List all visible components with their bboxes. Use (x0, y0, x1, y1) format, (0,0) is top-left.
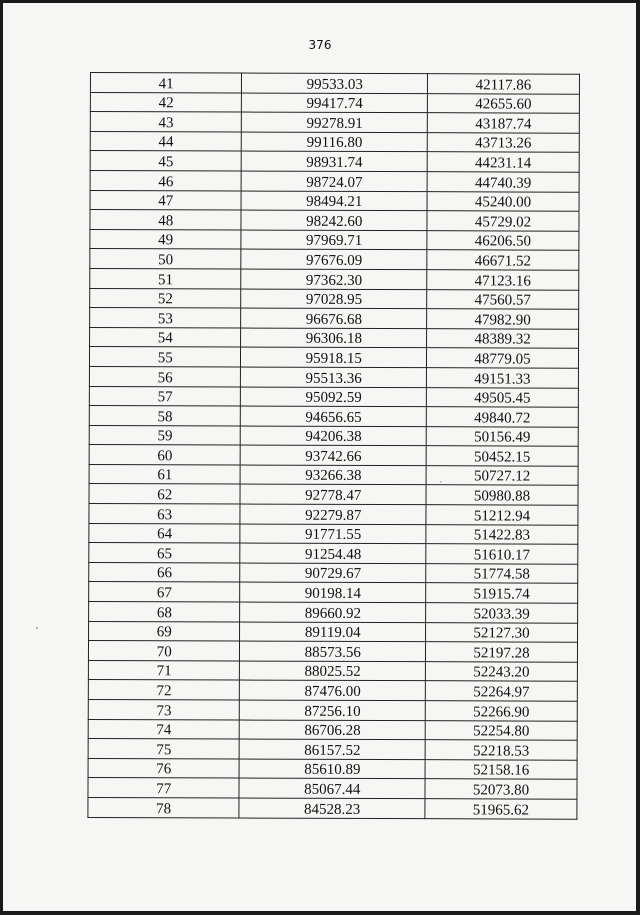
value-x-cell: 88025.52 (240, 661, 426, 681)
table-row (90, 73, 579, 94)
value-x-cell: 94656.65 (241, 406, 427, 426)
value-y-cell: 51915.74 (426, 583, 578, 603)
page-edge-top (0, 0, 640, 3)
value-y-cell: 52033.39 (426, 603, 578, 623)
value-y-cell: 42117.86 (427, 74, 579, 94)
value-y-cell: 52254.80 (425, 720, 577, 740)
row-number-cell: 45 (90, 151, 242, 171)
row-number-cell: 59 (89, 425, 241, 445)
table-row (89, 425, 578, 446)
row-number-cell: 73 (88, 699, 240, 719)
table-row (90, 190, 579, 211)
row-number-cell: 72 (88, 680, 240, 700)
row-number-cell: 54 (90, 327, 242, 347)
row-number-cell: 43 (90, 112, 242, 132)
table-row (90, 308, 579, 329)
table-row (90, 131, 579, 152)
value-y-cell: 51774.58 (426, 564, 578, 584)
value-y-cell: 48779.05 (427, 348, 579, 368)
row-number-cell: 67 (89, 582, 241, 602)
row-number-cell: 64 (89, 523, 241, 543)
table-row (88, 660, 577, 681)
value-y-cell: 52264.97 (425, 681, 577, 701)
value-y-cell: 50727.12 (426, 466, 578, 486)
value-x-cell: 96676.68 (241, 308, 427, 328)
row-number-cell: 50 (90, 249, 242, 269)
value-y-cell: 52158.16 (425, 759, 577, 779)
row-number-cell: 49 (90, 229, 242, 249)
row-number-cell: 76 (88, 758, 240, 778)
value-x-cell: 97362.30 (241, 269, 427, 289)
table-row (88, 680, 577, 701)
value-x-cell: 85610.89 (240, 759, 426, 779)
value-x-cell: 87256.10 (240, 700, 426, 720)
row-number-cell: 47 (90, 190, 242, 210)
value-x-cell: 89660.92 (240, 602, 426, 622)
scan-speck (36, 627, 38, 629)
table-row (88, 778, 577, 799)
table-row (88, 739, 577, 760)
table-row (89, 366, 578, 387)
value-x-cell: 92778.47 (240, 484, 426, 504)
table-row (88, 699, 577, 720)
value-y-cell: 51212.94 (426, 505, 578, 525)
row-number-cell: 78 (88, 797, 240, 817)
row-number-cell: 75 (88, 739, 240, 759)
value-x-cell: 98931.74 (242, 151, 428, 171)
value-y-cell: 52218.53 (425, 740, 577, 760)
row-number-cell: 56 (89, 366, 241, 386)
value-x-cell: 98724.07 (242, 171, 428, 191)
value-x-cell: 85067.44 (239, 778, 425, 798)
table-row (89, 406, 578, 427)
row-number-cell: 68 (89, 602, 241, 622)
table-row (90, 268, 579, 289)
value-y-cell: 46671.52 (427, 250, 579, 270)
value-x-cell: 97969.71 (241, 230, 427, 250)
value-x-cell: 90198.14 (240, 582, 426, 602)
value-x-cell: 86706.28 (240, 720, 426, 740)
row-number-cell: 46 (90, 170, 242, 190)
value-x-cell: 98242.60 (241, 210, 427, 230)
value-y-cell: 47123.16 (427, 270, 579, 290)
value-x-cell: 94206.38 (241, 426, 427, 446)
value-y-cell: 46206.50 (427, 230, 579, 250)
row-number-cell: 60 (89, 445, 241, 465)
table-row (88, 797, 577, 818)
row-number-cell: 63 (89, 504, 241, 524)
page-edge-right (636, 0, 640, 915)
value-x-cell: 87476.00 (240, 680, 426, 700)
row-number-cell: 53 (90, 308, 242, 328)
row-number-cell: 51 (90, 268, 242, 288)
table-row (89, 602, 578, 623)
row-number-cell: 70 (88, 641, 240, 661)
value-y-cell: 47982.90 (427, 309, 579, 329)
value-x-cell: 95513.36 (241, 367, 427, 387)
value-y-cell: 43713.26 (427, 132, 579, 152)
value-y-cell: 44740.39 (427, 172, 579, 192)
page-number: 376 (308, 38, 332, 52)
value-y-cell: 52266.90 (425, 701, 577, 721)
value-y-cell: 51422.83 (426, 524, 578, 544)
value-x-cell: 93266.38 (241, 465, 427, 485)
value-y-cell: 44231.14 (427, 152, 579, 172)
value-x-cell: 92279.87 (240, 504, 426, 524)
value-y-cell: 52127.30 (426, 622, 578, 642)
table-row (89, 582, 578, 603)
table-row (90, 210, 579, 231)
table-row (89, 543, 578, 564)
row-number-cell: 55 (89, 347, 241, 367)
value-y-cell: 51965.62 (425, 799, 577, 819)
value-x-cell: 88573.56 (240, 641, 426, 661)
value-y-cell: 50156.49 (426, 426, 578, 446)
value-x-cell: 97676.09 (241, 249, 427, 269)
row-number-cell: 58 (89, 406, 241, 426)
table-row (90, 249, 579, 270)
value-y-cell: 51610.17 (426, 544, 578, 564)
value-y-cell: 50452.15 (426, 446, 578, 466)
value-y-cell: 49151.33 (426, 368, 578, 388)
value-y-cell: 45240.00 (427, 191, 579, 211)
row-number-cell: 41 (90, 73, 242, 93)
row-number-cell: 61 (89, 464, 241, 484)
row-number-cell: 74 (88, 719, 240, 739)
table-row (90, 288, 579, 309)
table-row (90, 229, 579, 250)
value-x-cell: 96306.18 (241, 328, 427, 348)
table-row (89, 386, 578, 407)
page-edge-left (0, 0, 3, 915)
value-y-cell: 42655.60 (427, 93, 579, 113)
row-number-cell: 66 (89, 562, 241, 582)
table-row (89, 523, 578, 544)
value-y-cell: 52073.80 (425, 779, 577, 799)
value-x-cell: 95918.15 (241, 347, 427, 367)
value-x-cell: 99116.80 (242, 132, 428, 152)
row-number-cell: 71 (88, 660, 240, 680)
value-y-cell: 49840.72 (426, 407, 578, 427)
value-x-cell: 99417.74 (242, 93, 428, 113)
row-number-cell: 48 (90, 210, 242, 230)
row-number-cell: 52 (90, 288, 242, 308)
table-row (90, 92, 579, 113)
table-row (89, 347, 578, 368)
value-y-cell: 45729.02 (427, 211, 579, 231)
value-y-cell: 49505.45 (426, 387, 578, 407)
value-y-cell: 52243.20 (425, 661, 577, 681)
row-number-cell: 77 (88, 778, 240, 798)
table-row (90, 151, 579, 172)
value-y-cell: 43187.74 (427, 113, 579, 133)
table-row (90, 112, 579, 133)
table-row (90, 170, 579, 191)
value-x-cell: 89119.04 (240, 622, 426, 642)
row-number-cell: 57 (89, 386, 241, 406)
value-x-cell: 98494.21 (242, 191, 428, 211)
value-x-cell: 93742.66 (241, 445, 427, 465)
value-x-cell: 95092.59 (241, 387, 427, 407)
row-number-cell: 69 (89, 621, 241, 641)
table-row (88, 719, 577, 740)
value-y-cell: 47560.57 (427, 289, 579, 309)
value-y-cell: 48389.32 (427, 328, 579, 348)
table-row (90, 327, 579, 348)
table-body (88, 73, 580, 819)
row-number-cell: 65 (89, 543, 241, 563)
value-x-cell: 91771.55 (240, 524, 426, 544)
value-x-cell: 99533.03 (242, 73, 428, 93)
value-x-cell: 97028.95 (241, 289, 427, 309)
value-x-cell: 86157.52 (240, 739, 426, 759)
row-number-cell: 42 (90, 92, 242, 112)
table-row (89, 504, 578, 525)
row-number-cell: 44 (90, 131, 242, 151)
value-x-cell: 84528.23 (239, 798, 425, 818)
value-y-cell: 52197.28 (425, 642, 577, 662)
table-row (89, 562, 578, 583)
value-x-cell: 91254.48 (240, 543, 426, 563)
table-row (89, 484, 578, 505)
row-number-cell: 62 (89, 484, 241, 504)
value-x-cell: 99278.91 (242, 112, 428, 132)
table-row (88, 758, 577, 779)
table-row (88, 641, 577, 662)
table-row (89, 464, 578, 485)
page-edge-bottom (0, 911, 640, 915)
value-x-cell: 90729.67 (240, 563, 426, 583)
value-y-cell: 50980.88 (426, 485, 578, 505)
table-row (89, 621, 578, 642)
coordinate-table (87, 72, 580, 819)
table-row (89, 445, 578, 466)
scan-speck (440, 481, 442, 483)
